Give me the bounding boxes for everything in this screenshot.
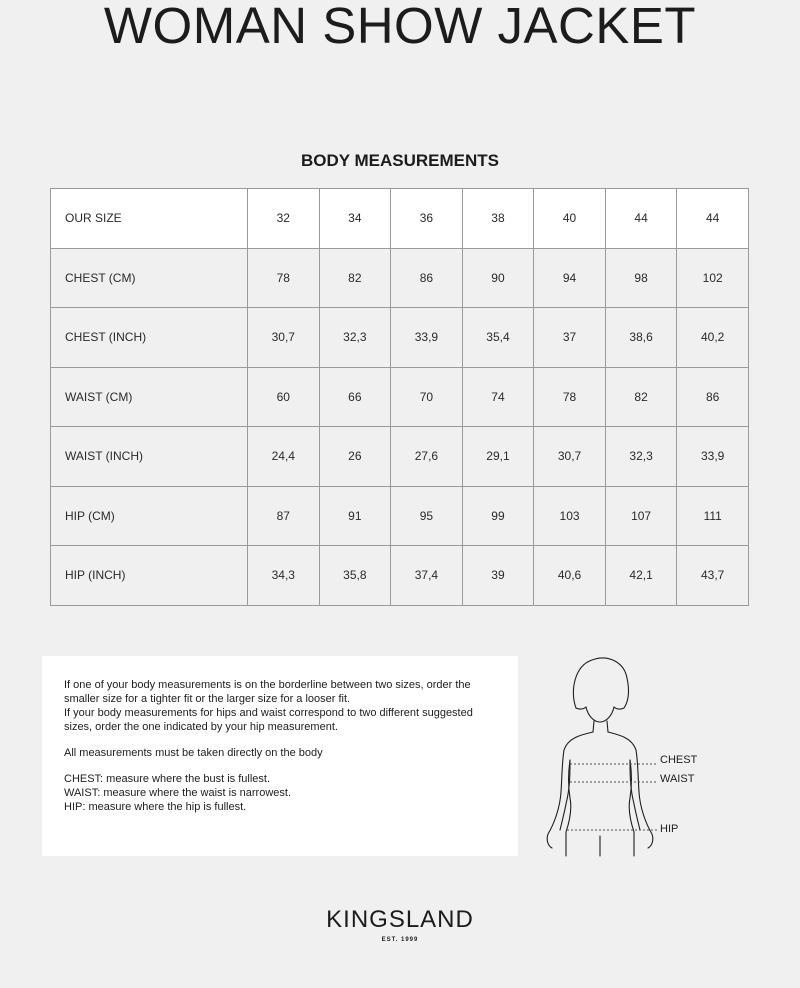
table-cell: 87 <box>248 486 320 546</box>
table-cell: 90 <box>462 248 534 308</box>
table-cell: 66 <box>319 367 391 427</box>
table-cell: 70 <box>391 367 463 427</box>
note-waist: WAIST: measure where the waist is narrowest. <box>64 787 292 799</box>
brand-logo <box>0 905 800 945</box>
spacer <box>64 734 504 746</box>
row-label: CHEST (CM) <box>51 248 248 308</box>
waist-label: WAIST <box>660 773 695 785</box>
table-row <box>51 427 749 487</box>
body-figure <box>540 652 710 862</box>
spacer <box>64 760 504 772</box>
table-cell: 43,7 <box>677 546 749 606</box>
note-borderline-line-1: If one of your body measurements is on the borderline between two sizes, order the <box>64 679 471 691</box>
table-cell: 35,8 <box>319 546 391 606</box>
table-cell: 32,3 <box>319 308 391 368</box>
size-table <box>50 188 749 606</box>
row-label: CHEST (INCH) <box>51 308 248 368</box>
table-cell: 37 <box>534 308 606 368</box>
table-cell: 24,4 <box>248 427 320 487</box>
table-cell: 82 <box>605 367 677 427</box>
table-cell: 99 <box>462 486 534 546</box>
table-cell: 30,7 <box>248 308 320 368</box>
table-cell: 40,6 <box>534 546 606 606</box>
note-hip: HIP: measure where the hip is fullest. <box>64 801 247 813</box>
table-cell: 102 <box>677 248 749 308</box>
table-row <box>51 486 749 546</box>
table-cell: 42,1 <box>605 546 677 606</box>
row-label: HIP (CM) <box>51 486 248 546</box>
table-cell: 37,4 <box>391 546 463 606</box>
table-heading: BODY MEASUREMENTS <box>300 151 500 170</box>
table-cell: 103 <box>534 486 606 546</box>
row-label: WAIST (INCH) <box>51 427 248 487</box>
table-cell: 74 <box>462 367 534 427</box>
table-cell: 86 <box>391 248 463 308</box>
table-cell: 86 <box>677 367 749 427</box>
size-cell: 40 <box>534 189 606 249</box>
table-cell: 78 <box>534 367 606 427</box>
table-cell: 27,6 <box>391 427 463 487</box>
size-cell: 44 <box>605 189 677 249</box>
table-cell: 40,2 <box>677 308 749 368</box>
header-label: OUR SIZE <box>51 189 248 249</box>
row-label: HIP (INCH) <box>51 546 248 606</box>
brand-established: EST. 1999 <box>381 937 419 943</box>
table-cell: 29,1 <box>462 427 534 487</box>
table-cell: 30,7 <box>534 427 606 487</box>
page-title: WOMAN SHOW JACKET <box>103 0 697 54</box>
table-cell: 82 <box>319 248 391 308</box>
note-borderline-line-2: smaller size for a tighter fit or the larger size for a looser fit. <box>64 693 351 705</box>
table-cell: 26 <box>319 427 391 487</box>
table-cell: 35,4 <box>462 308 534 368</box>
brand-name: KINGSLAND <box>326 906 474 933</box>
measurement-notes <box>42 656 518 856</box>
note-all-measurements: All measurements must be taken directly on the body <box>64 747 323 759</box>
table-row <box>51 367 749 427</box>
note-hips-waist-line-2: sizes, order the one indicated by your hip measurement. <box>64 721 338 733</box>
table-row <box>51 546 749 606</box>
size-cell: 32 <box>248 189 320 249</box>
table-row <box>51 308 749 368</box>
table-cell: 98 <box>605 248 677 308</box>
table-cell: 33,9 <box>391 308 463 368</box>
table-cell: 60 <box>248 367 320 427</box>
size-cell: 38 <box>462 189 534 249</box>
table-cell: 78 <box>248 248 320 308</box>
table-cell: 95 <box>391 486 463 546</box>
table-cell: 91 <box>319 486 391 546</box>
size-cell: 36 <box>391 189 463 249</box>
note-hips-waist-line-1: If your body measurements for hips and waist correspond to two different suggested <box>64 707 473 719</box>
table-cell: 32,3 <box>605 427 677 487</box>
table-cell: 39 <box>462 546 534 606</box>
table-cell: 94 <box>534 248 606 308</box>
table-cell: 111 <box>677 486 749 546</box>
size-cell: 34 <box>319 189 391 249</box>
size-header-row <box>51 189 749 249</box>
size-cell: 44 <box>677 189 749 249</box>
table-cell: 38,6 <box>605 308 677 368</box>
note-chest: CHEST: measure where the bust is fullest. <box>64 773 271 785</box>
row-label: WAIST (CM) <box>51 367 248 427</box>
hip-label: HIP <box>660 823 679 835</box>
notes-text <box>64 678 504 814</box>
table-cell: 107 <box>605 486 677 546</box>
chest-label: CHEST <box>660 754 698 766</box>
table-row <box>51 248 749 308</box>
table-cell: 33,9 <box>677 427 749 487</box>
table-cell: 34,3 <box>248 546 320 606</box>
